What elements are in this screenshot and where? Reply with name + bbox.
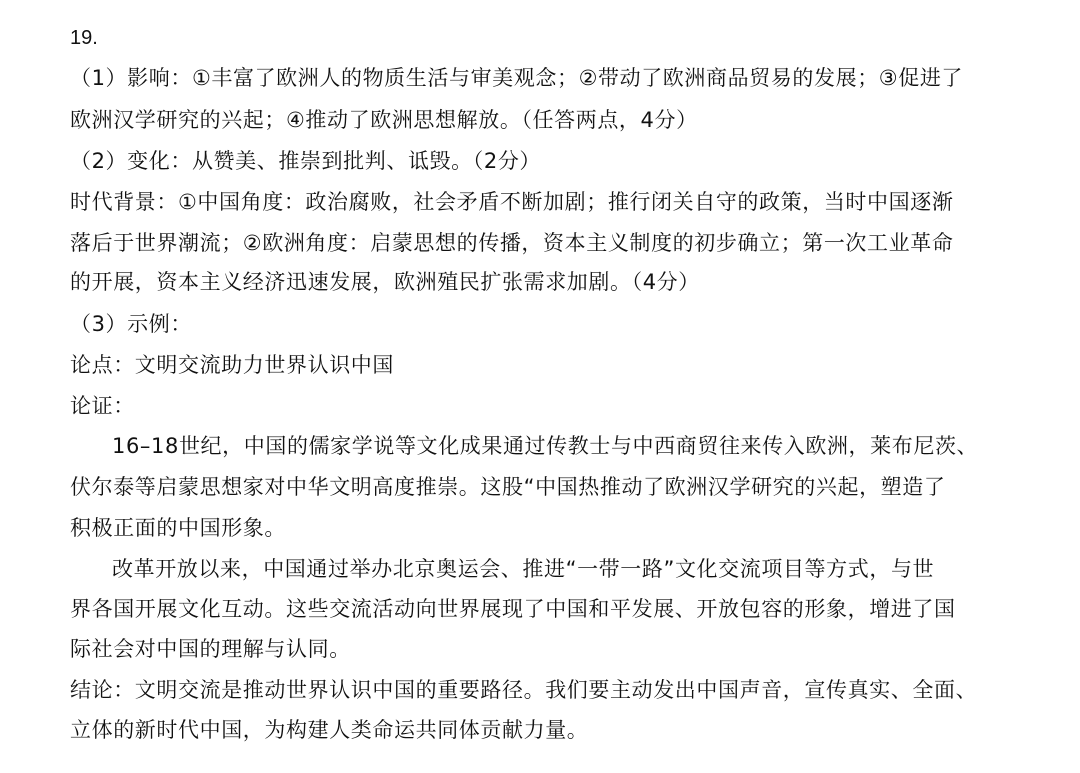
part1-line2: 欧洲汉学研究的兴起；④推动了欧洲思想解放。（任答两点，4分） (70, 108, 698, 132)
argument-para2-line2: 界各国开展文化互动。这些交流活动向世界展现了中国和平发展、开放包容的形象，增进了国 (70, 597, 956, 621)
argument-para1-line2: 伏尔泰等启蒙思想家对中华文明高度推崇。这股“中国热推动了欧洲汉学研究的兴起，塑造了 (70, 475, 946, 499)
argument-para1-line1: 16–18世纪，中国的儒家学说等文化成果通过传教士与中西商贸往来传入欧洲，莱布尼茨、 (112, 434, 979, 458)
conclusion-line1: 结论：文明交流是推动世界认识中国的重要路径。我们要主动发出中国声音，宣传真实、全面、 (70, 678, 978, 702)
argument-label: 论证： (70, 394, 135, 418)
part2-background-line1: 时代背景：①中国角度：政治腐败，社会矛盾不断加剧；推行闭关自守的政策，当时中国逐渐 (70, 190, 954, 214)
argument-para2-line3: 际社会对中国的理解与认同。 (70, 637, 351, 661)
question-number: 19. (70, 27, 98, 49)
argument-para1-line3: 积极正面的中国形象。 (70, 516, 286, 540)
conclusion-line2: 立体的新时代中国，为构建人类命运共同体贡献力量。 (70, 718, 589, 742)
argument-para2-line1: 改革开放以来，中国通过举办北京奥运会、推进“一带一路”文化交流项目等方式，与世 (112, 557, 935, 581)
part2-background-line2: 落后于世界潮流；②欧洲角度：启蒙思想的传播，资本主义制度的初步确立；第一次工业革命 (70, 231, 954, 255)
part2-line1: （2）变化：从赞美、推崇到批判、诋毁。（2分） (70, 149, 542, 173)
part3-heading: （3）示例： (70, 312, 192, 336)
part2-background-line3: 的开展，资本主义经济迅速发展，欧洲殖民扩张需求加剧。（4分） (70, 270, 700, 294)
thesis: 论点：文明交流助力世界认识中国 (70, 353, 394, 377)
part1-line1: （1）影响：①丰富了欧洲人的物质生活与审美观念；②带动了欧洲商品贸易的发展；③促进了 (70, 66, 964, 90)
